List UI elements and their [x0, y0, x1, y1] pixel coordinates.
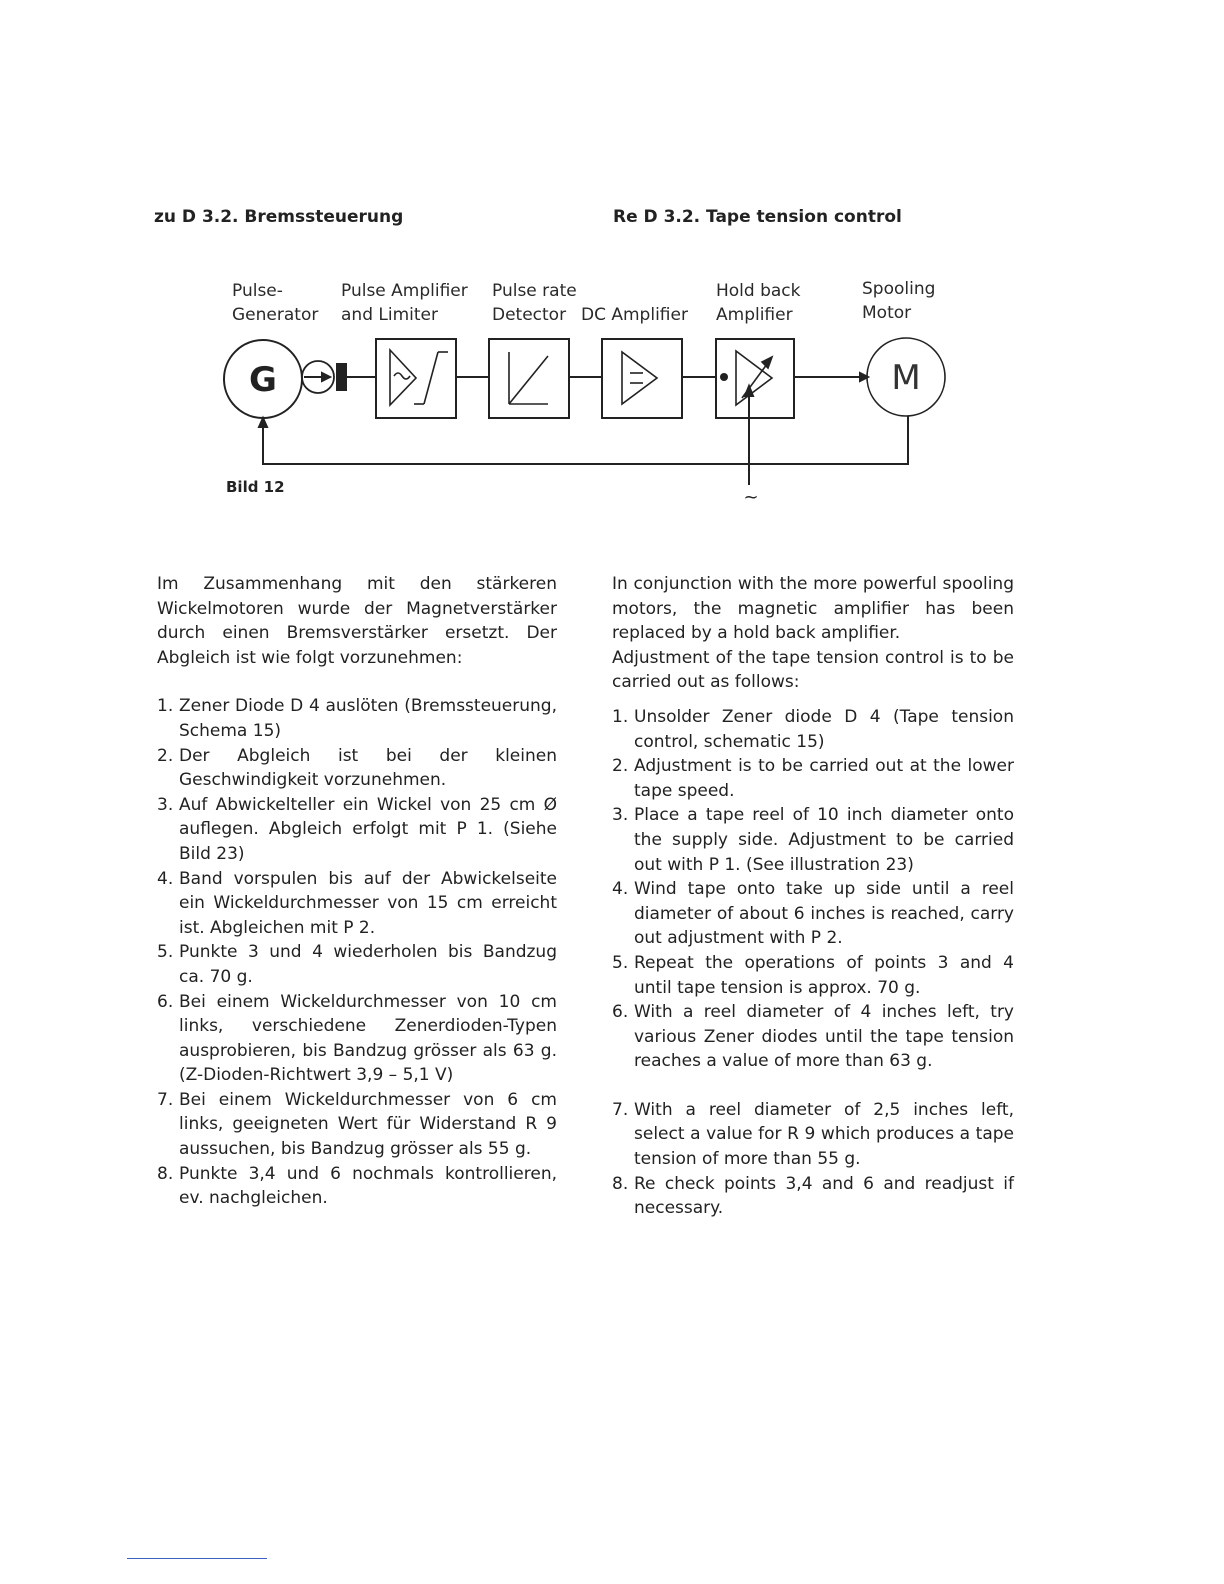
list-item: 7. Bei einem Wickeldurchmesser von 6 cm links, geeigneten Wert für Widerstand R 9 aussuchen, bis Bandzug grösser als 55 g. [157, 1089, 557, 1160]
german-column [157, 572, 557, 1211]
list-item: 3. Auf Abwickelteller ein Wickel von 25 cm Ø auflegen. Abgleich erfolgt mit P 1. (Siehe Bild 23) [157, 794, 557, 864]
pickup-core [336, 363, 347, 391]
label-pulse-rate-detector: Pulse rate Detector [492, 281, 577, 325]
mains-symbol: ~ [743, 487, 759, 508]
list-item: 4. Band vorspulen bis auf der Abwickelseite ein Wickeldurchmesser von 15 cm erreicht ist. Abgleichen mit P 2. [157, 868, 557, 938]
list-item: 5. Repeat the operations of points 3 and 4 until tape tension is approx. 70 g. [612, 952, 1014, 998]
figure-caption: Bild 12 [226, 478, 285, 496]
german-intro: Im Zusammenhang mit den stärkeren Wickelmotoren wurde der Magnetverstärker durch einen Bremsverstärker ersetzt. Der Abgleich ist wie folgt vorzunehmen: [157, 574, 557, 668]
motor-symbol: M [891, 358, 921, 398]
list-item: 2. Der Abgleich ist bei der kleinen Geschwindigkeit vorzunehmen. [157, 745, 557, 791]
list-item: 6. Bei einem Wickeldurchmesser von 10 cm links, verschiedene Zenerdioden-Typen ausprobieren, bis Bandzug grösser als 63 g. (Z-Dioden-Richtwert 3,9 – 5,1 V) [157, 991, 557, 1086]
list-item: 1. Unsolder Zener diode D 4 (Tape tension control, schematic 15) [612, 706, 1014, 752]
list-item: 8. Re check points 3,4 and 6 and readjust if necessary. [612, 1173, 1014, 1219]
english-intro: In conjunction with the more powerful spooling motors, the magnetic amplifier has been replaced by a hold back amplifier. [612, 574, 1014, 644]
german-steps [157, 694, 557, 1210]
heading-english: Re D 3.2. Tape tension control [613, 207, 902, 227]
heading-german: zu D 3.2. Bremssteuerung [154, 207, 404, 227]
generator-symbol: G [249, 360, 277, 400]
list-item: 2. Adjustment is to be carried out at the lower tape speed. [612, 756, 1014, 801]
english-steps [612, 705, 1014, 1221]
english-intro-2: Adjustment of the tape tension control is to be carried out as follows: [612, 647, 1014, 693]
list-item: 8. Punkte 3,4 und 6 nochmals kontrollieren, ev. nachgleichen. [157, 1163, 557, 1209]
list-item: 4. Wind tape onto take up side until a reel diameter of about 6 inches is reached, carry out adjustment with P 2. [612, 879, 1014, 949]
label-hold-back-amplifier: Hold back Amplifier [716, 281, 801, 325]
list-item: 7. With a reel diameter of 2,5 inches left, select a value for R 9 which produces a tape tension of more than 55 g. [612, 1099, 1014, 1170]
list-item: 5. Punkte 3 und 4 wiederholen bis Bandzug ca. 70 g. [157, 942, 557, 987]
label-dc-amplifier: DC Amplifier [581, 305, 688, 325]
list-item: 3. Place a tape reel of 10 inch diameter onto the supply side. Adjustment to be carried out with P 1. (See illustration 23) [612, 805, 1014, 875]
block-diagram [0, 0, 1224, 520]
list-item: 6. With a reel diameter of 4 inches left, try various Zener diodes until the tape tension reaches a value of more than 63 g. [612, 1002, 1014, 1072]
label-pulse-generator: Pulse- Generator [232, 281, 319, 325]
list-item: 1. Zener Diode D 4 auslöten (Bremssteuerung, Schema 15) [157, 696, 557, 741]
label-spooling-motor: Spooling Motor [862, 279, 936, 323]
page-rule [127, 1558, 267, 1559]
box-dc-amplifier [602, 339, 682, 418]
label-pulse-amplifier: Pulse Amplifier and Limiter [341, 281, 468, 325]
english-column [612, 572, 1014, 1221]
